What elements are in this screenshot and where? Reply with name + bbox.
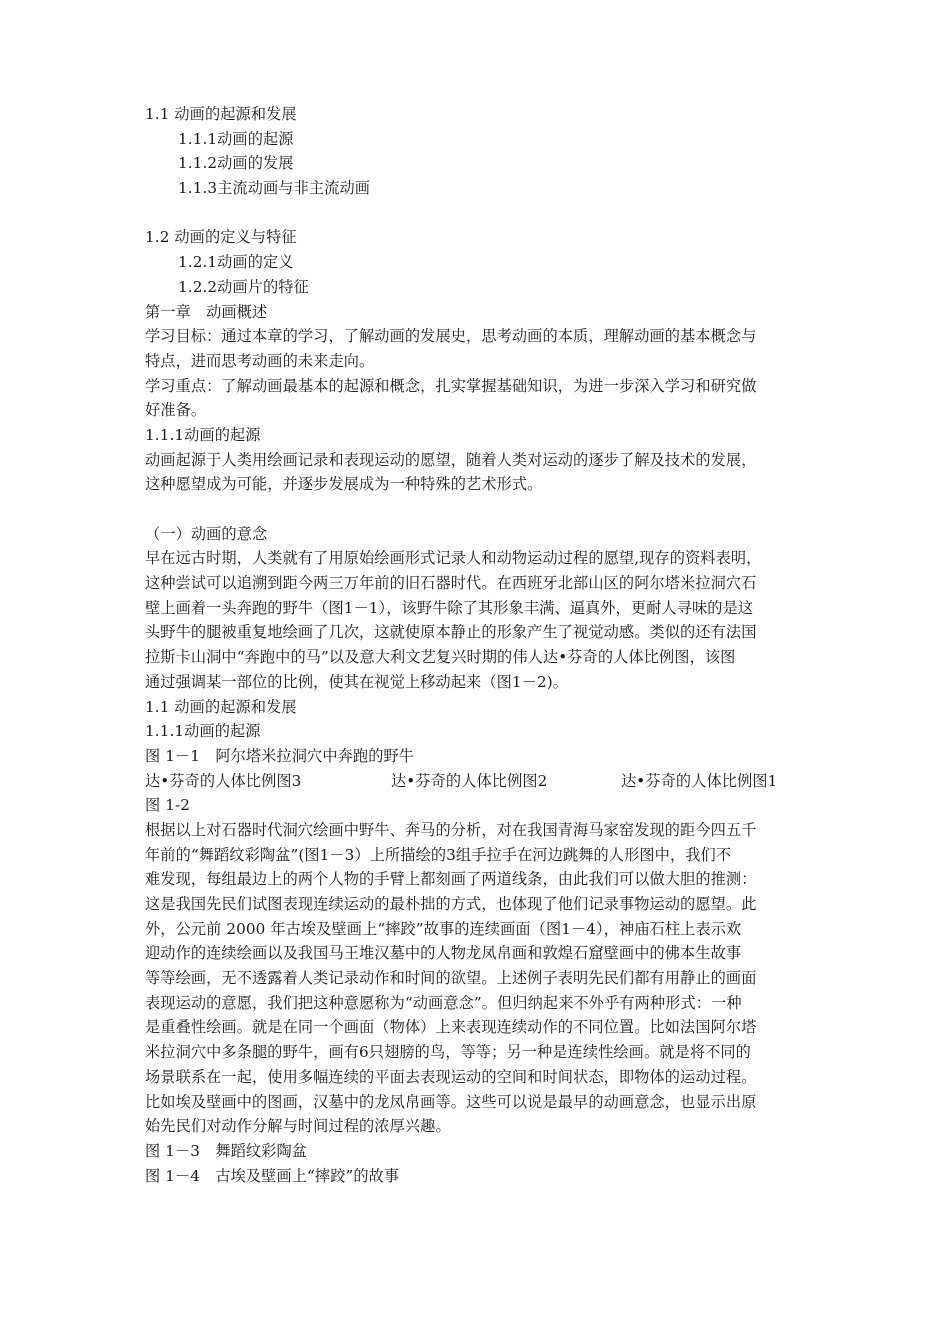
figure-caption-1-2: 图 1-2 bbox=[145, 796, 190, 815]
chapter-title: 第一章 动画概述 bbox=[145, 302, 268, 321]
toc-section-1-1: 1.1 动画的起源和发展 bbox=[145, 105, 297, 123]
paragraph-line: 头野牛的腿被重复地绘画了几次，这就使原本静止的形象产生了视觉动感。类似的还有法国 bbox=[145, 623, 757, 642]
subsection-heading: （一）动画的意念 bbox=[145, 524, 268, 543]
spacer bbox=[145, 497, 815, 522]
figure-caption-vinci-1: 达•芬奇的人体比例图1 bbox=[621, 771, 778, 790]
repeat-subheading: 1.1.1动画的起源 bbox=[145, 722, 261, 741]
paragraph-line: 根据以上对石器时代洞穴绘画中野牛、奔马的分析，对在我国青海马家窑发现的距今四五千 bbox=[145, 820, 757, 839]
paragraph-line: 壁上画着一头奔跑的野牛（图1－1），该野牛除了其形象丰满、逼真外，更耐人寻味的是这 bbox=[145, 598, 754, 617]
spacer bbox=[145, 201, 815, 226]
figure-caption-row bbox=[145, 769, 815, 794]
toc-section-1-2-2: 1.2.2动画片的特征 bbox=[178, 277, 309, 296]
paragraph-line: 外，公元前 2000 年古埃及壁画上“摔跤”故事的连续画面（图1－4），神庙石柱上表示欢 bbox=[145, 919, 742, 938]
paragraph-line: 年前的“舞蹈纹彩陶盆”(图1－3）上所描绘的3组手拉手在河边跳舞的人形图中，我们不 bbox=[145, 845, 732, 864]
paragraph-line: 始先民们对动作分解与时间过程的浓厚兴趣。 bbox=[145, 1117, 451, 1136]
paragraph-line: 这种愿望成为可能，并逐步发展成为一种特殊的艺术形式。 bbox=[145, 475, 543, 494]
paragraph-line: 是重叠性绘画。就是在同一个画面（物体）上来表现连续动作的不同位置。比如法国阿尔塔 bbox=[145, 1018, 757, 1037]
paragraph-line: 迎动作的连续绘画以及我国马王堆汉墓中的人物龙凤帛画和敦煌石窟壁画中的佛本生故事 bbox=[145, 944, 742, 963]
repeat-heading: 1.1 动画的起源和发展 bbox=[145, 697, 297, 716]
paragraph-line: 等等绘画，无不透露着人类记录动作和时间的欲望。上述例子表明先民们都有用静止的画面 bbox=[145, 969, 757, 988]
toc-section-1-1-2: 1.1.2动画的发展 bbox=[178, 154, 294, 173]
paragraph-line: 表现运动的意愿，我们把这种意愿称为“动画意念”。但归纳起来不外乎有两种形式：一种 bbox=[145, 993, 742, 1012]
paragraph-line: 场景联系在一起，使用多幅连续的平面去表现运动的空间和时间状态，即物体的运动过程。 bbox=[145, 1067, 757, 1086]
paragraph-line: 拉斯卡山洞中“奔跑中的马”以及意大利文艺复兴时期的伟人达•芬奇的人体比例图，该图 bbox=[145, 648, 736, 667]
toc-section-1-2: 1.2 动画的定义与特征 bbox=[145, 228, 297, 247]
paragraph-line: 通过强调某一部位的比例，使其在视觉上移动起来（图1－2)。 bbox=[145, 672, 569, 691]
figure-caption-1-4: 图 1－4 古埃及壁画上“摔跤”的故事 bbox=[145, 1166, 400, 1185]
figure-caption-vinci-3: 达•芬奇的人体比例图3 bbox=[145, 771, 302, 790]
table-of-contents bbox=[145, 102, 815, 300]
paragraph-line: 动画起源于人类用绘画记录和表现运动的愿望，随着人类对运动的逐步了解及技术的发展， bbox=[145, 450, 757, 469]
document-page bbox=[145, 102, 815, 1188]
toc-section-1-2-1: 1.2.1动画的定义 bbox=[178, 253, 294, 272]
learning-goal-line: 特点，进而思考动画的未来走向。 bbox=[145, 351, 375, 370]
toc-section-1-1-3: 1.1.3主流动画与非主流动画 bbox=[178, 179, 371, 198]
section-heading: 1.1.1动画的起源 bbox=[145, 425, 261, 444]
paragraph-line: 难发现，每组最边上的两个人物的手臂上都刻画了两道线条，由此我们可以做大胆的推测： bbox=[145, 870, 757, 889]
figure-caption-vinci-2: 达•芬奇的人体比例图2 bbox=[391, 771, 548, 790]
learning-goal-line: 学习目标：通过本章的学习，了解动画的发展史，思考动画的本质，理解动画的基本概念与 bbox=[145, 327, 757, 346]
paragraph-line: 米拉洞穴中多条腿的野牛，画有6只翅膀的鸟，等等；另一种是连续性绘画。就是将不同的 bbox=[145, 1043, 751, 1062]
paragraph-line: 这种尝试可以追溯到距今两三万年前的旧石器时代。在西班牙北部山区的阿尔塔米拉洞穴石 bbox=[145, 574, 757, 593]
figure-caption-1-3: 图 1－3 舞蹈纹彩陶盆 bbox=[145, 1141, 308, 1160]
learning-focus-line: 好准备。 bbox=[145, 401, 207, 420]
paragraph-line: 这是我国先民们试图表现连续运动的最朴拙的方式，也体现了他们记录事物运动的愿望。此 bbox=[145, 895, 757, 913]
paragraph-line: 比如埃及壁画中的图画，汉墓中的龙凤帛画等。这些可以说是最早的动画意念，也显示出原 bbox=[145, 1092, 757, 1111]
figure-caption-1-1: 图 1－1 阿尔塔米拉洞穴中奔跑的野牛 bbox=[145, 746, 415, 765]
learning-focus-line: 学习重点：了解动画最基本的起源和概念，扎实掌握基础知识，为进一步深入学习和研究做 bbox=[145, 376, 757, 395]
paragraph-line: 早在远古时期，人类就有了用原始绘画形式记录人和动物运动过程的愿望,现存的资料表明， bbox=[145, 549, 762, 568]
toc-section-1-1-1: 1.1.1动画的起源 bbox=[178, 129, 294, 148]
